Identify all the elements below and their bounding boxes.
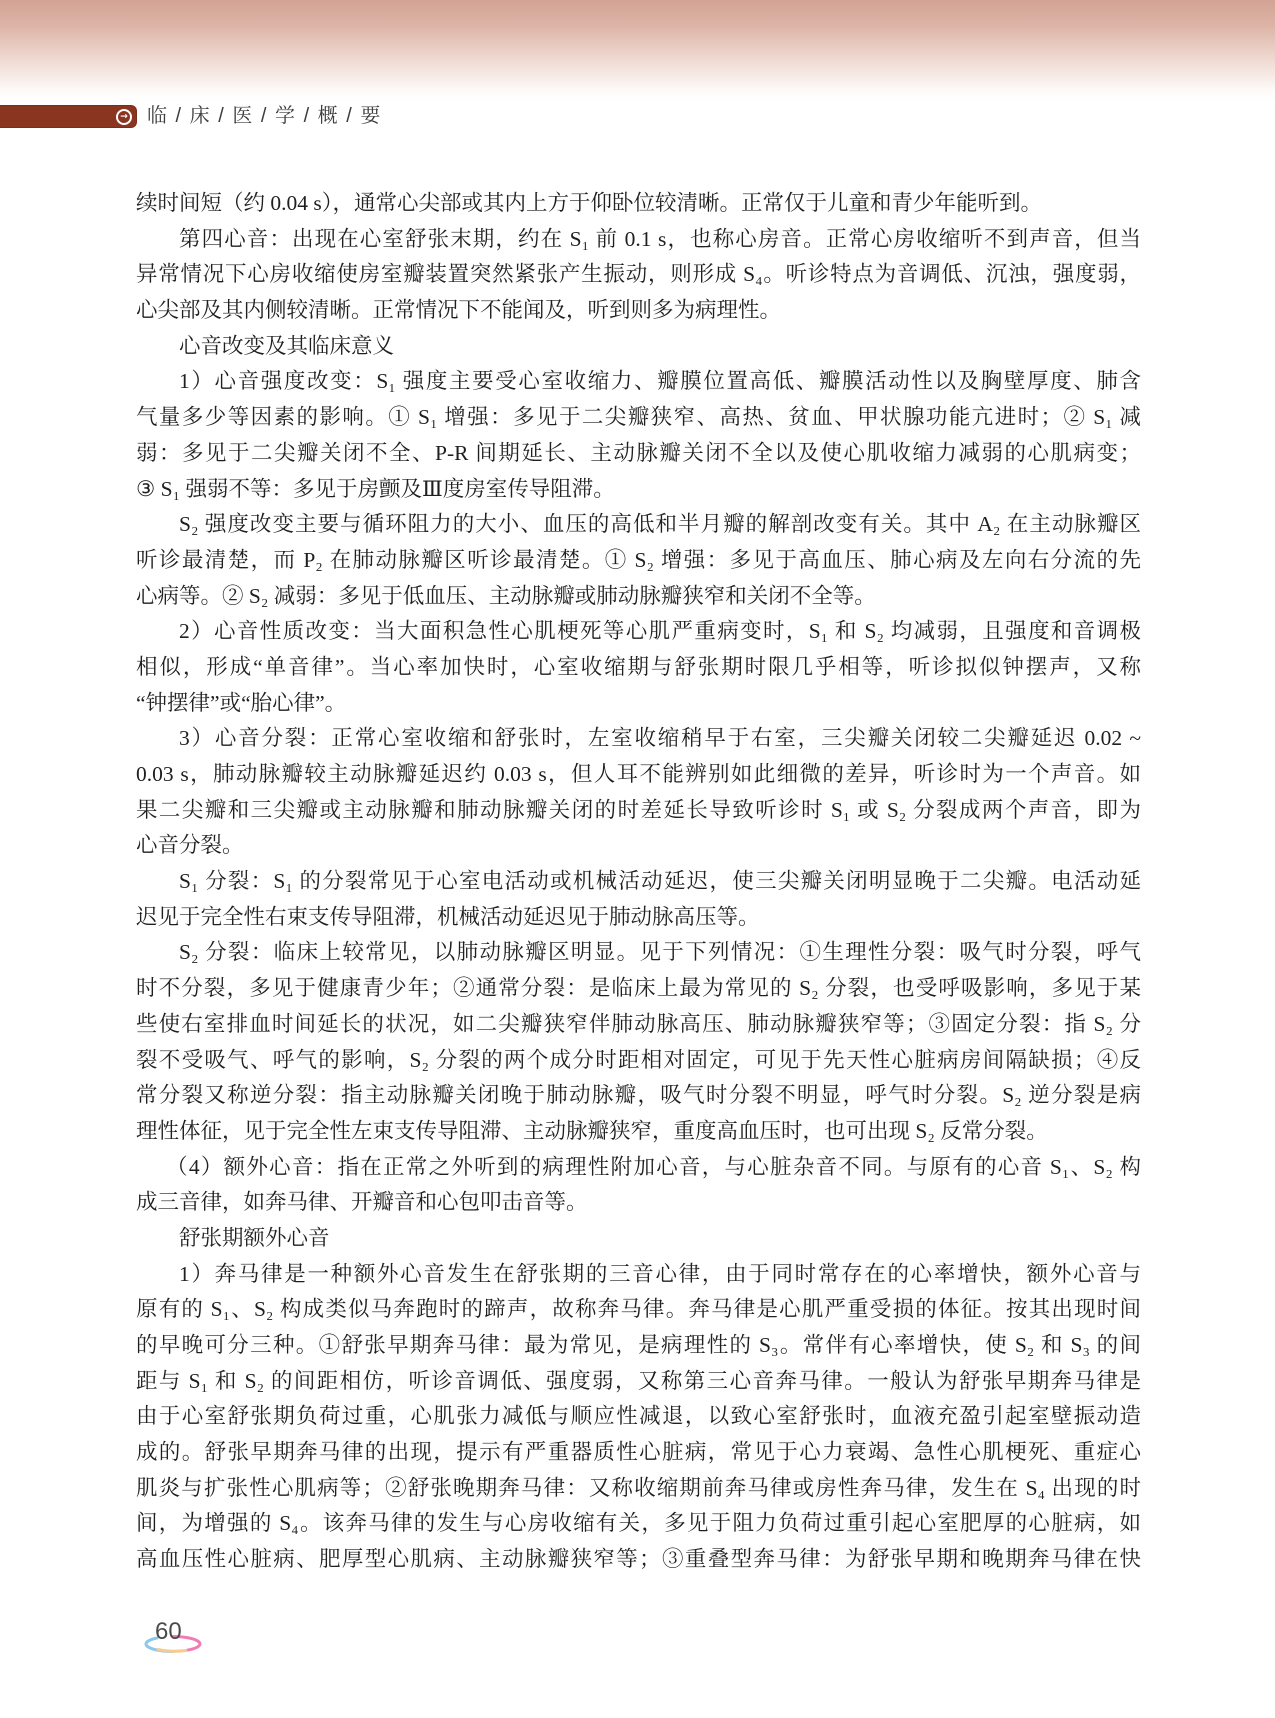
section-heading-line: 心音改变及其临床意义 [179,333,395,358]
text-line: 时不分裂，多见于健康青少年；②通常分裂：是临床上最为常见的 S₂ 分裂，也受呼吸影响，多见于某 [136,976,1141,1001]
text-line: 成的。舒张早期奔马律的出现，提示有严重器质性心脏病，常见于心力衰竭、急性心肌梗死、重症心 [136,1440,1141,1465]
body-text-block [136,186,1141,1578]
text-line: “钟摆律”或“胎心律”。 [136,690,347,715]
text-line: 心尖部及其内侧较清晰。正常情况下不能闻及，听到则多为病理性。 [136,298,782,323]
text-line: 1）奔马律是一种额外心音发生在舒张期的三音心律，由于同时常存在的心率增快，额外心音与 [179,1261,1141,1286]
text-line: 续时间短（约 0.04 s），通常心尖部或其内上方于仰卧位较清晰。正常仅于儿童和青少年能听到。 [136,191,1042,215]
text-line: 异常情况下心房收缩使房室瓣装置突然紧张产生振动，则形成 S₄。听诊特点为音调低、沉浊，强度弱， [136,262,1141,287]
text-line: 原有的 S₁、S₂ 构成类似马奔跑时的蹄声，故称奔马律。奔马律是心肌严重受损的体征。按其出现时间 [136,1297,1141,1322]
text-line: （4）额外心音：指在正常之外听到的病理性附加心音，与心脏杂音不同。与原有的心音 S₁、S₂ 构 [166,1154,1141,1179]
text-line: 相似，形成“单音律”。当心率加快时，心室收缩期与舒张期时限几乎相等，听诊拟似钟摆声，又称 [136,654,1141,679]
text-line: 些使右室排血时间延长的状况，如二尖瓣狭窄伴肺动脉高压、肺动脉瓣狭窄等；③固定分裂：指 S₂ 分 [136,1011,1141,1036]
text-line: 理性体征，见于完全性左束支传导阻滞、主动脉瓣狭窄，重度高血压时，也可出现 S₂ 反常分裂。 [136,1118,1048,1143]
running-head-title: 临 / 床 / 医 / 学 / 概 / 要 [147,105,382,127]
text-line: 听诊最清楚，而 P₂ 在肺动脉瓣区听诊最清楚。① S₂ 增强：多见于高血压、肺心病及左向右分流的先 [136,547,1141,572]
text-line: 1）心音强度改变：S₁ 强度主要受心室收缩力、瓣膜位置高低、瓣膜活动性以及胸壁厚度、肺含 [179,369,1141,394]
text-line: 心音分裂。 [136,833,244,858]
running-head-band [0,105,137,128]
text-line: 间，为增强的 S₄。该奔马律的发生与心房收缩有关，多见于阻力负荷过重引起心室肥厚的心脏病，如 [136,1511,1141,1536]
arrow-right-icon: → [116,109,132,125]
text-line: S₁ 分裂：S₁ 的分裂常见于心室电活动或机械活动延迟，使三尖瓣关闭明显晚于二尖瓣。电活动延 [179,869,1141,894]
text-line: 肌炎与扩张性心肌病等；②舒张晚期奔马律：又称收缩期前奔马律或房性奔马律，发生在 S₄ 出现的时 [136,1475,1141,1500]
text-line: S₂ 强度改变主要与循环阻力的大小、血压的高低和半月瓣的解剖改变有关。其中 A₂ 在主动脉瓣区 [179,512,1141,537]
text-line: 距与 S₁ 和 S₂ 的间距相仿，听诊音调低、强度弱，又称第三心音奔马律。一般认为舒张早期奔马律是 [136,1368,1141,1393]
top-gradient-banner [0,0,1275,102]
text-line: 成三音律，如奔马律、开瓣音和心包叩击音等。 [136,1190,588,1215]
page-number: 60 [155,1618,182,1645]
text-line: S₂ 分裂：临床上较常见，以肺动脉瓣区明显。见于下列情况：①生理性分裂：吸气时分裂，呼气 [179,940,1141,965]
text-line: 弱：多见于二尖瓣关闭不全、P-R 间期延长、主动脉瓣关闭不全以及使心肌收缩力减弱的心肌病变； [136,440,1141,465]
text-line: 高血压性心脏病、肥厚型心肌病、主动脉瓣狭窄等；③重叠型奔马律：为舒张早期和晚期奔马律在快 [136,1547,1141,1572]
text-line: ③ S₁ 强弱不等：多见于房颤及Ⅲ度房室传导阻滞。 [136,476,615,501]
text-line: 气量多少等因素的影响。① S₁ 增强：多见于二尖瓣狭窄、高热、贫血、甲状腺功能亢进时；② S₁ 减 [136,405,1141,430]
text-line: 果二尖瓣和三尖瓣或主动脉瓣和肺动脉瓣关闭的时差延长导致听诊时 S₁ 或 S₂ 分裂成两个声音，即为 [136,797,1141,822]
text-line: 2）心音性质改变：当大面积急性心肌梗死等心肌严重病变时，S₁ 和 S₂ 均减弱，且强度和音调极 [179,619,1141,644]
text-line: 心病等。② S₂ 减弱：多见于低血压、主动脉瓣或肺动脉瓣狭窄和关闭不全等。 [136,583,876,608]
text-line: 第四心音：出现在心室舒张末期，约在 S₁ 前 0.1 s，也称心房音。正常心房收缩听不到声音，但当 [179,226,1141,251]
text-line: 裂不受吸气、呼气的影响，S₂ 分裂的两个成分时距相对固定，可见于先天性心脏病房间隔缺损；④反 [136,1047,1141,1072]
text-line: 常分裂又称逆分裂：指主动脉瓣关闭晚于肺动脉瓣，吸气时分裂不明显，呼气时分裂。S₂ 逆分裂是病 [136,1083,1141,1108]
text-line: 由于心室舒张期负荷过重，心肌张力减低与顺应性减退，以致心室舒张时，血液充盈引起室壁振动造 [136,1404,1141,1429]
section-heading-line: 舒张期额外心音 [179,1225,330,1250]
text-line: 0.03 s，肺动脉瓣较主动脉瓣延迟约 0.03 s，但人耳不能辨别如此细微的差异，听诊时为一个声音。如 [136,762,1141,786]
text-line: 迟见于完全性右束支传导阻滞，机械活动延迟见于肺动脉高压等。 [136,904,760,929]
text-line: 的早晚可分三种。①舒张早期奔马律：最为常见，是病理性的 S₃。常伴有心率增快，使 S₂ 和 S₃ 的间 [136,1333,1141,1357]
text-line: 3）心音分裂：正常心室收缩和舒张时，左室收缩稍早于右室，三尖瓣关闭较二尖瓣延迟 0.02 ~ [179,726,1141,751]
